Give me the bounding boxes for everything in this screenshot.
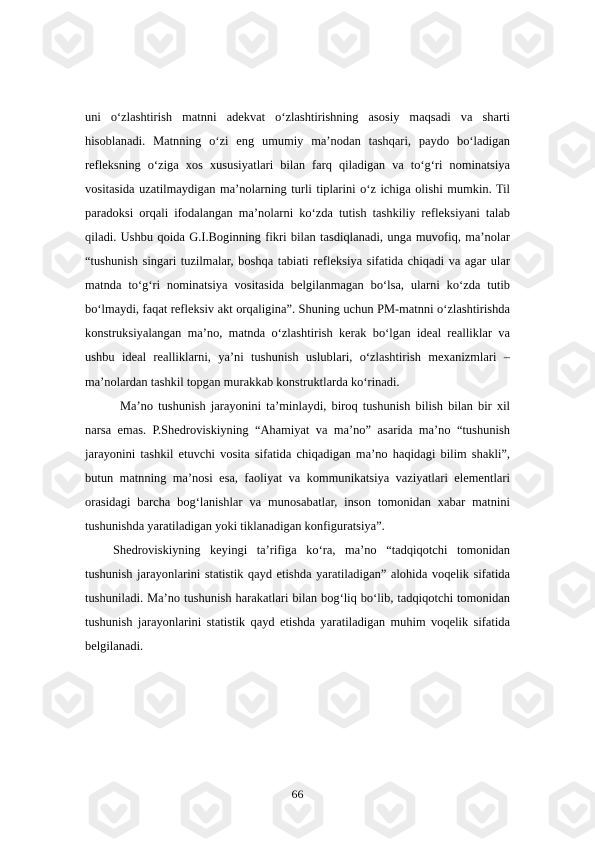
watermark-mark	[507, 236, 549, 284]
watermark-mark	[47, 236, 89, 284]
watermark-mark-inner	[59, 478, 77, 489]
watermark-mark-inner	[519, 258, 537, 269]
watermark-mark-inner	[565, 808, 583, 819]
watermark-mark	[415, 676, 457, 724]
watermark-mark-inner	[243, 698, 261, 709]
watermark-mark-inner	[151, 38, 169, 49]
watermark-mark	[47, 456, 89, 504]
watermark-mark	[323, 16, 365, 64]
watermark-mark	[553, 346, 595, 394]
paragraph-1: uni o‘zlashtirish matnni adekvat o‘zlashtirishning asosiy maqsadi va sharti hisoblanadi. Matnning o‘zi eng umumiy ma’nodan tashqari, paydo bo‘ladigan refleksning o‘ziga xos xususiyatlari bilan farq qiladigan va to‘g‘ri nominatsiya vositasida uzatilmaydigan ma’nolarning turli tiplarini o‘z ichiga olishi mumkin. Til paradoksi orqali ifodalangan ma’nolarni ko‘zda tutish tashkiliy refleksiyani talab qiladi. Ushbu qoida G.I.Boginning fikri bilan tasdiqlanadi, unga muvofiq, ma’nolar “tushunish singari tuzilmalar, boshqa tabiati refleksiya sifatida chiqadi va agar ular matnda to‘g‘ri nominatsiya vositasida belgilanmagan bo‘lsa, ularni ko‘zda tutib bo‘lmaydi, faqat refleksiv akt orqaligina”. Shuning uchun PM-matnni o‘zlashtirishda konstruksiyalangan ma’no, matnda o‘zlashtirish kerak bo‘lgan ideal realliklar va ushbu ideal realliklarni, ya’ni tushunish uslublari, o‘zlashtirish mexanizmlari – ma’nolardan tashkil topgan murakkab konstruktlarda ko‘rinadi.	[85, 110, 510, 389]
watermark-mark	[553, 566, 595, 614]
watermark-mark-inner	[427, 38, 445, 49]
watermark-mark-inner	[473, 808, 491, 819]
watermark-mark-inner	[151, 698, 169, 709]
watermark-mark-inner	[519, 478, 537, 489]
watermark-mark	[553, 126, 595, 174]
paragraph-2: Ma’no tushunish jarayonini ta’minlaydi, biroq tushunish bilish bilan bir xil narsa emas. P.Shedroviskiyning “Ahamiyat va ma’no” asarida ma’no “tushunish jarayonini tashkil etuvchi vosita sifatida chiqadigan ma’no haqidagi bilim shakli”, butun matnning ma’nosi esa, faoliyat va kommunikatsiya vaziyatlari elementlari orasidagi barcha bog‘lanishlar va munosabatlar, inson tomonidan xabar matnini tushunishda yaratiladigan yoki tiklanadigan konfiguratsiya”.	[85, 398, 510, 533]
watermark-mark-inner	[59, 258, 77, 269]
watermark-mark-inner	[519, 38, 537, 49]
watermark-mark	[47, 16, 89, 64]
paragraph-3: Shedroviskiyning keyingi ta’rifiga ko‘ra, ma’no “tadqiqotchi tomonidan tushunish jarayonlarini statistik qayd etishda yaratiladigan” alohida voqelik sifatida tushuniladi. Ma’no tushunish harakatlari bilan bog‘liq bo‘lib, tadqiqotchi tomonidan tushunish jarayonlarini statistik qayd etishda yaratiladigan muhim voqelik sifatida belgilanadi.	[85, 542, 510, 654]
watermark-mark-inner	[289, 808, 307, 819]
watermark-mark-inner	[59, 38, 77, 49]
watermark-mark-inner	[105, 808, 123, 819]
watermark-mark-inner	[519, 698, 537, 709]
watermark-mark-inner	[335, 38, 353, 49]
watermark-mark	[139, 16, 181, 64]
watermark-mark	[139, 676, 181, 724]
watermark-mark	[47, 676, 89, 724]
watermark-mark-inner	[565, 148, 583, 159]
watermark-mark-inner	[565, 368, 583, 379]
watermark-mark	[231, 16, 273, 64]
watermark-mark-inner	[427, 698, 445, 709]
body-text	[85, 105, 510, 658]
watermark-mark	[507, 456, 549, 504]
watermark-mark	[415, 16, 457, 64]
page-number: 66	[291, 787, 304, 801]
watermark-mark	[231, 676, 273, 724]
watermark-mark-inner	[565, 588, 583, 599]
watermark-mark	[323, 676, 365, 724]
watermark-mark-inner	[59, 698, 77, 709]
watermark-mark-inner	[243, 38, 261, 49]
watermark-mark-inner	[335, 698, 353, 709]
watermark-mark	[507, 676, 549, 724]
watermark-mark-inner	[197, 808, 215, 819]
watermark-mark	[507, 16, 549, 64]
watermark-mark-inner	[381, 808, 399, 819]
